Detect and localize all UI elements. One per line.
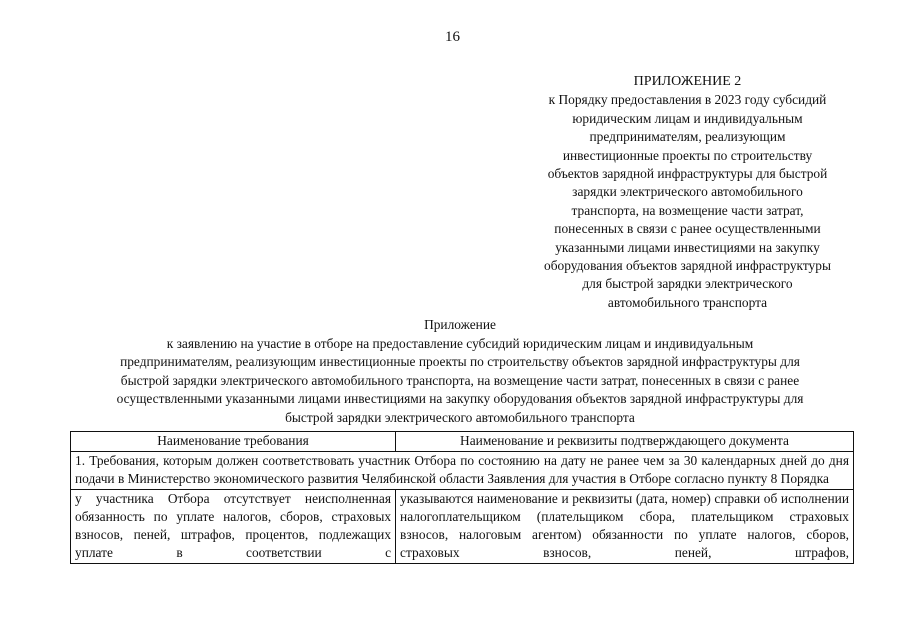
requirement-cell [71,489,396,563]
header-requirement: Наименование требования [71,432,396,452]
annex-line: к Порядку предоставления в 2023 году субсидий [548,92,827,108]
annex-line: юридическим лицам и индивидуальным [572,110,803,126]
table-row [71,489,854,563]
sub-annex-line: быстрой зарядки электрического автомобильного транспорта [285,409,635,425]
requirements-table [70,431,854,564]
sub-annex-line: предпринимателям, реализующим инвестиционные проекты по строительству объектов зарядной инфраструктуры для [120,354,800,370]
annex-line: объектов зарядной инфраструктуры для быстрой [547,166,828,182]
annex-line: для быстрой зарядки электрического [582,276,793,292]
sub-annex-line: к заявлению на участие в отборе на предоставление субсидий юридическим лицам и индивидуальным [166,335,754,351]
annex-line: оборудования объектов зарядной инфраструктуры [544,258,831,274]
document-text: указываются наименование и реквизиты (дата, номер) справки об исполнении налогоплательщиком (плательщиком сбора, плательщиком страховых взносов, налоговым агентом) обязанности по уплате налогов, сборов, страховых взносов, пеней, штрафов, [400,490,849,561]
page-number: 16 [445,29,460,45]
section-1-title: 1. Требования, которым должен соответствовать участник Отбора по состоянию на дату не ранее чем за 30 календарных дней до дня подачи в Министерство экономического развития Челябинской области Заявления для участия в Отборе согласно пункту 8 Порядка [71,452,854,489]
document-cell [396,489,854,563]
sub-annex-header [60,316,860,428]
sub-annex-line: осуществленными указанными лицами инвестициями на закупку оборудования объектов зарядной инфраструктуры для [116,391,804,407]
annex-line: инвестиционные проекты по строительству [562,147,813,163]
annex-line: автомобильного транспорта [607,294,768,310]
annex-line: указанными лицами инвестициями на закупку [555,239,820,255]
annex-title: ПРИЛОЖЕНИЕ 2 [633,74,742,89]
sub-annex-line: быстрой зарядки электрического автомобильного транспорта, на возмещение части затрат, понесенных в связи с ранее [120,372,800,388]
requirement-text: у участника Отбора отсутствует неисполненная обязанность по уплате налогов, сборов, страховых взносов, пеней, штрафов, процентов, подлежащих уплате в соответствии с [75,490,392,561]
table-header-row [71,432,854,452]
annex-line: транспорта, на возмещение части затрат, [571,202,804,218]
sub-annex-title: Приложение [424,317,496,332]
annex-line: предпринимателям, реализующим [589,129,786,145]
annex-line: зарядки электрического автомобильного [572,184,803,200]
annex-header [515,73,860,312]
header-document: Наименование и реквизиты подтверждающего документа [396,432,854,452]
annex-line: понесенных в связи с ранее осуществленными [554,221,821,237]
section-row [71,452,854,489]
